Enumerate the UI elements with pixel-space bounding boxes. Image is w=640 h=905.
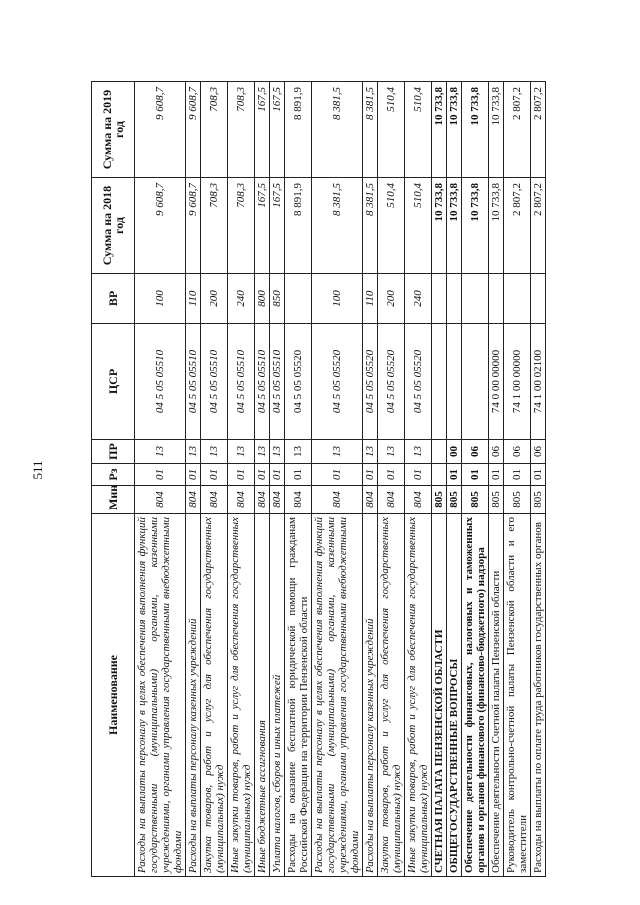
row-sum-2018-cell: 8 891,9: [285, 178, 312, 274]
row-vr-cell: 100: [312, 274, 363, 324]
row-rz-cell: 01: [378, 464, 405, 486]
row-sum-2018-cell: 9 608,7: [135, 178, 186, 274]
row-rz-cell: 01: [201, 464, 228, 486]
row-csr-cell: 04 5 05 05520: [378, 324, 405, 440]
row-min-cell: 805: [432, 486, 447, 514]
row-min-cell: 804: [378, 486, 405, 514]
budget-table: [91, 81, 546, 877]
row-vr-cell: 240: [228, 274, 255, 324]
row-pr-cell: 13: [228, 440, 255, 464]
row-vr-cell: 800: [255, 274, 270, 324]
row-rz-cell: 01: [405, 464, 432, 486]
row-csr-cell: 04 5 05 05520: [285, 324, 312, 440]
row-sum-2019-cell: 2 807,2: [531, 82, 546, 178]
row-rz-cell: 01: [462, 464, 489, 486]
row-sum-2018-cell: 8 381,5: [363, 178, 378, 274]
row-pr-cell: 13: [135, 440, 186, 464]
row-rz-cell: 01: [363, 464, 378, 486]
row-sum-2019-cell: 8 381,5: [363, 82, 378, 178]
row-vr-cell: 200: [201, 274, 228, 324]
table-row: [201, 82, 228, 877]
row-sum-2018-cell: 10 733,8: [462, 178, 489, 274]
table-row: [363, 82, 378, 877]
row-pr-cell: 06: [504, 440, 531, 464]
row-sum-2019-cell: 10 733,8: [432, 82, 447, 178]
row-name-cell: Закупка товаров, работ и услуг для обеспечения государственных (муниципальных) нужд: [201, 514, 228, 877]
row-rz-cell: 01: [312, 464, 363, 486]
row-sum-2019-cell: 167,5: [255, 82, 270, 178]
row-csr-cell: 04 5 05 05510: [186, 324, 201, 440]
row-name-cell: Расходы на выплаты персоналу казенных учреждений: [363, 514, 378, 877]
row-pr-cell: 13: [270, 440, 285, 464]
row-min-cell: 805: [462, 486, 489, 514]
table-row: [312, 82, 363, 877]
table-row: [378, 82, 405, 877]
page-number: 511: [30, 460, 45, 480]
row-pr-cell: 13: [363, 440, 378, 464]
row-name-cell: Расходы на выплаты персоналу в целях обеспечения выполнения функций государственными (муниципальными) органами, казенными учреждениями, органами управления государственными внебюджетными фондами: [312, 514, 363, 877]
table-row: [489, 82, 504, 877]
row-sum-2019-cell: 8 381,5: [312, 82, 363, 178]
header-name: Наименование: [92, 514, 135, 877]
row-name-cell: Иные бюджетные ассигнования: [255, 514, 270, 877]
row-csr-cell: 04 5 05 05510: [270, 324, 285, 440]
row-csr-cell: 04 5 05 05520: [363, 324, 378, 440]
row-pr-cell: 13: [186, 440, 201, 464]
row-name-cell: Расходы на выплаты по оплате труда работников государственных органов: [531, 514, 546, 877]
row-sum-2018-cell: 167,5: [255, 178, 270, 274]
row-csr-cell: 74 1 00 02100: [531, 324, 546, 440]
row-csr-cell: 04 5 05 05510: [255, 324, 270, 440]
row-sum-2018-cell: 708,3: [201, 178, 228, 274]
row-pr-cell: 13: [405, 440, 432, 464]
row-name-cell: Обеспечение деятельности Счетной палаты Пензенской области: [489, 514, 504, 877]
row-rz-cell: 01: [228, 464, 255, 486]
row-min-cell: 805: [504, 486, 531, 514]
table-header-row: [92, 82, 135, 877]
header-vr: ВР: [92, 274, 135, 324]
row-sum-2019-cell: 167,5: [270, 82, 285, 178]
row-rz-cell: 01: [255, 464, 270, 486]
row-sum-2019-cell: 8 891,9: [285, 82, 312, 178]
row-name-cell: Расходы на оказание бесплатной юридической помощи гражданам Российской Федерации на территории Пензенской области: [285, 514, 312, 877]
row-rz-cell: 01: [447, 464, 462, 486]
row-vr-cell: [504, 274, 531, 324]
row-pr-cell: 13: [255, 440, 270, 464]
table-row: [531, 82, 546, 877]
table-row: [228, 82, 255, 877]
row-rz-cell: 01: [504, 464, 531, 486]
row-vr-cell: [489, 274, 504, 324]
row-csr-cell: 04 5 05 05510: [201, 324, 228, 440]
row-vr-cell: 110: [186, 274, 201, 324]
row-vr-cell: 850: [270, 274, 285, 324]
row-sum-2019-cell: 708,3: [228, 82, 255, 178]
row-csr-cell: 04 5 05 05510: [135, 324, 186, 440]
table-row: [504, 82, 531, 877]
row-sum-2019-cell: 2 807,2: [504, 82, 531, 178]
row-min-cell: 805: [531, 486, 546, 514]
row-min-cell: 804: [363, 486, 378, 514]
row-vr-cell: [531, 274, 546, 324]
row-sum-2018-cell: 510,4: [378, 178, 405, 274]
row-rz-cell: [432, 464, 447, 486]
table-row: [405, 82, 432, 877]
row-vr-cell: 240: [405, 274, 432, 324]
row-sum-2018-cell: 10 733,8: [432, 178, 447, 274]
row-name-cell: Иные закупки товаров, работ и услуг для обеспечения государственных (муниципальных) нужд: [228, 514, 255, 877]
row-name-cell: Закупка товаров, работ и услуг для обеспечения государственных (муниципальных) нужд: [378, 514, 405, 877]
row-name-cell: Уплата налогов, сборов и иных платежей: [270, 514, 285, 877]
row-name-cell: Иные закупки товаров, работ и услуг для обеспечения государственных (муниципальных) нужд: [405, 514, 432, 877]
row-csr-cell: 04 5 05 05520: [405, 324, 432, 440]
row-min-cell: 804: [285, 486, 312, 514]
row-sum-2019-cell: 708,3: [201, 82, 228, 178]
table-body: [135, 82, 546, 877]
table-row: [255, 82, 270, 877]
header-pr: ПР: [92, 440, 135, 464]
row-rz-cell: 01: [270, 464, 285, 486]
row-sum-2019-cell: 9 608,7: [186, 82, 201, 178]
row-rz-cell: 01: [186, 464, 201, 486]
row-sum-2019-cell: 9 608,7: [135, 82, 186, 178]
row-sum-2018-cell: 2 807,2: [531, 178, 546, 274]
table-row: [462, 82, 489, 877]
row-min-cell: 804: [405, 486, 432, 514]
table-row: [285, 82, 312, 877]
header-csr: ЦСР: [92, 324, 135, 440]
row-min-cell: 804: [270, 486, 285, 514]
row-min-cell: 805: [489, 486, 504, 514]
row-sum-2019-cell: 510,4: [405, 82, 432, 178]
row-csr-cell: [447, 324, 462, 440]
row-vr-cell: [462, 274, 489, 324]
row-rz-cell: 01: [135, 464, 186, 486]
row-min-cell: 804: [312, 486, 363, 514]
row-pr-cell: 13: [201, 440, 228, 464]
row-min-cell: 805: [447, 486, 462, 514]
row-pr-cell: 00: [447, 440, 462, 464]
row-rz-cell: 01: [489, 464, 504, 486]
header-rz: Рз: [92, 464, 135, 486]
row-pr-cell: 13: [378, 440, 405, 464]
row-csr-cell: 04 5 05 05510: [228, 324, 255, 440]
row-vr-cell: [432, 274, 447, 324]
table-row: [447, 82, 462, 877]
row-sum-2018-cell: 708,3: [228, 178, 255, 274]
row-vr-cell: [285, 274, 312, 324]
row-rz-cell: 01: [531, 464, 546, 486]
row-name-cell: Обеспечение деятельности финансовых, налоговых и таможенных органов и органов финансового (финансово-бюджетного) надзора: [462, 514, 489, 877]
row-sum-2018-cell: 10 733,8: [447, 178, 462, 274]
row-vr-cell: 200: [378, 274, 405, 324]
row-pr-cell: [432, 440, 447, 464]
row-sum-2019-cell: 10 733,8: [447, 82, 462, 178]
row-sum-2019-cell: 10 733,8: [489, 82, 504, 178]
row-name-cell: Расходы на выплаты персоналу в целях обеспечения выполнения функций государственными (муниципальными) органами, казенными учреждениями, органами управления государственными внебюджетными фондами: [135, 514, 186, 877]
rotated-table-container: [91, 82, 555, 877]
row-csr-cell: 74 0 00 00000: [489, 324, 504, 440]
table-row: [432, 82, 447, 877]
row-csr-cell: 74 1 00 00000: [504, 324, 531, 440]
row-csr-cell: 04 5 05 05520: [312, 324, 363, 440]
row-pr-cell: 13: [285, 440, 312, 464]
row-min-cell: 804: [201, 486, 228, 514]
header-sum-2018: Сумма на 2018 год: [92, 178, 135, 274]
header-min: Мин: [92, 486, 135, 514]
table-row: [186, 82, 201, 877]
row-pr-cell: 06: [531, 440, 546, 464]
row-csr-cell: [462, 324, 489, 440]
row-sum-2018-cell: 8 381,5: [312, 178, 363, 274]
row-min-cell: 804: [255, 486, 270, 514]
row-sum-2018-cell: 167,5: [270, 178, 285, 274]
row-rz-cell: 01: [285, 464, 312, 486]
table-row: [270, 82, 285, 877]
row-sum-2018-cell: 2 807,2: [504, 178, 531, 274]
row-sum-2018-cell: 9 608,7: [186, 178, 201, 274]
row-min-cell: 804: [135, 486, 186, 514]
header-sum-2019: Сумма на 2019 год: [92, 82, 135, 178]
row-pr-cell: 13: [312, 440, 363, 464]
row-vr-cell: [447, 274, 462, 324]
row-vr-cell: 100: [135, 274, 186, 324]
row-min-cell: 804: [228, 486, 255, 514]
row-pr-cell: 06: [462, 440, 489, 464]
row-name-cell: ОБЩЕГОСУДАРСТВЕННЫЕ ВОПРОСЫ: [447, 514, 462, 877]
row-min-cell: 804: [186, 486, 201, 514]
row-name-cell: СЧЕТНАЯ ПАЛАТА ПЕНЗЕНСКОЙ ОБЛАСТИ: [432, 514, 447, 877]
row-name-cell: Расходы на выплаты персоналу казенных учреждений: [186, 514, 201, 877]
row-csr-cell: [432, 324, 447, 440]
row-sum-2018-cell: 10 733,8: [489, 178, 504, 274]
row-name-cell: Руководитель контрольно-счетной палаты Пензенской области и его заместители: [504, 514, 531, 877]
row-sum-2019-cell: 10 733,8: [462, 82, 489, 178]
row-vr-cell: 110: [363, 274, 378, 324]
row-sum-2018-cell: 510,4: [405, 178, 432, 274]
row-sum-2019-cell: 510,4: [378, 82, 405, 178]
row-pr-cell: 06: [489, 440, 504, 464]
table-row: [135, 82, 186, 877]
